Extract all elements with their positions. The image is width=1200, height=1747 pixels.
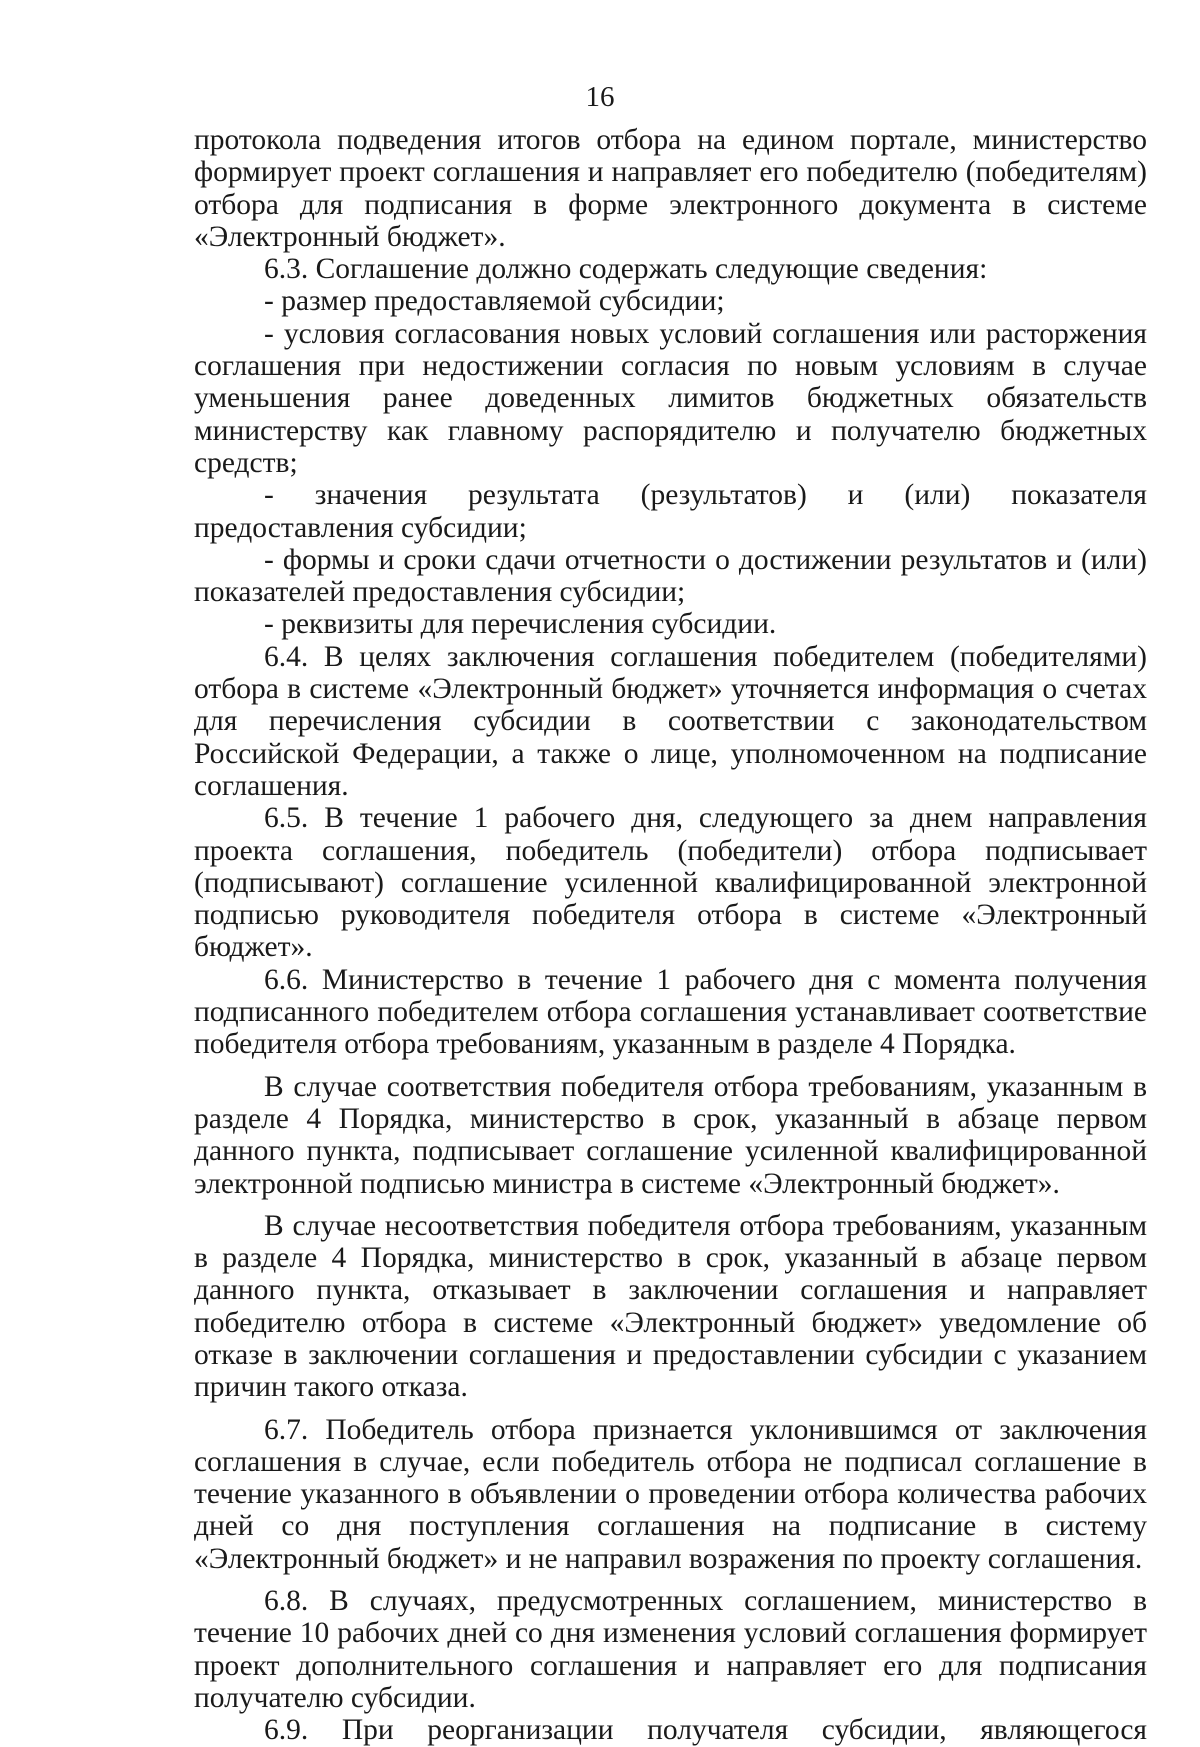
paragraph-6-6-compliance: В случае соответствия победителя отбора требованиям, указанным в разделе 4 Порядка, министерство в срок, указанный в абзаце первом данного пункта, подписывает соглашение усиленной квалифицированной электронной подписью министра в системе «Электронный бюджет». [194, 1070, 1147, 1200]
document-body [194, 124, 1147, 1747]
paragraph-6-4: 6.4. В целях заключения соглашения победителем (победителями) отбора в системе «Электронный бюджет» уточняется информация о счетах для перечисления субсидии в соответствии с законодательством Российской Федерации, а также о лице, уполномоченном на подписание соглашения. [194, 640, 1147, 802]
paragraph-6-8: 6.8. В случаях, предусмотренных соглашением, министерство в течение 10 рабочих дней со дня изменения условий соглашения формирует проект дополнительного соглашения и направляет его для подписания получателю субсидии. [194, 1585, 1147, 1714]
paragraph-continuation: протокола подведения итогов отбора на едином портале, министерство формирует проект соглашения и направляет его победителю (победителям) отбора для подписания в форме электронного документа в системе «Электронный бюджет». [194, 124, 1147, 253]
paragraph-6-6: 6.6. Министерство в течение 1 рабочего дня с момента получения подписанного победителем отбора соглашения устанавливает соответствие победителя отбора требованиям, указанным в разделе 4 Порядка. [194, 963, 1147, 1061]
list-item-result-values: - значения результата (результатов) и (или) показателя предоставления субсидии; [194, 479, 1147, 544]
list-item-agreement-conditions: - условия согласования новых условий соглашения или расторжения соглашения при недостижении согласия по новым условиям в случае уменьшения ранее доведенных лимитов бюджетных обязательств министерству как главному распорядителю и получателю бюджетных средств; [194, 317, 1147, 479]
list-item-reporting-forms: - формы и сроки сдачи отчетности о достижении результатов и (или) показателей предоставления субсидии; [194, 543, 1147, 609]
paragraph-6-3: 6.3. Соглашение должно содержать следующие сведения: [264, 253, 988, 286]
paragraph-6-5: 6.5. В течение 1 рабочего дня, следующего за днем направления проекта соглашения, победитель (победители) отбора подписывает (подписывают) соглашение усиленной квалифицированной электронной подписью руководителя победителя отбора в системе «Электронный бюджет». [194, 802, 1147, 964]
list-item-subsidy-size: - размер предоставляемой субсидии; [264, 285, 725, 318]
page-number: 16 [585, 81, 615, 113]
paragraph-6-9: 6.9. При реорганизации получателя субсидии, являющегося [264, 1714, 1147, 1747]
list-item-bank-details: - реквизиты для перечисления субсидии. [264, 608, 777, 641]
paragraph-6-6-noncompliance: В случае несоответствия победителя отбора требованиям, указанным в разделе 4 Порядка, министерство в срок, указанный в абзаце первом данного пункта, отказывает в заключении соглашения и направляет победителю отбора в системе «Электронный бюджет» уведомление об отказе в заключении соглашения и предоставлении субсидии с указанием причин такого отказа. [194, 1209, 1147, 1404]
paragraph-6-7: 6.7. Победитель отбора признается уклонившимся от заключения соглашения в случае, если победитель отбора не подписал соглашение в течение указанного в объявлении о проведении отбора количества рабочих дней со дня поступления соглашения на подписание в систему «Электронный бюджет» и не направил возражения по проекту соглашения. [194, 1413, 1147, 1575]
